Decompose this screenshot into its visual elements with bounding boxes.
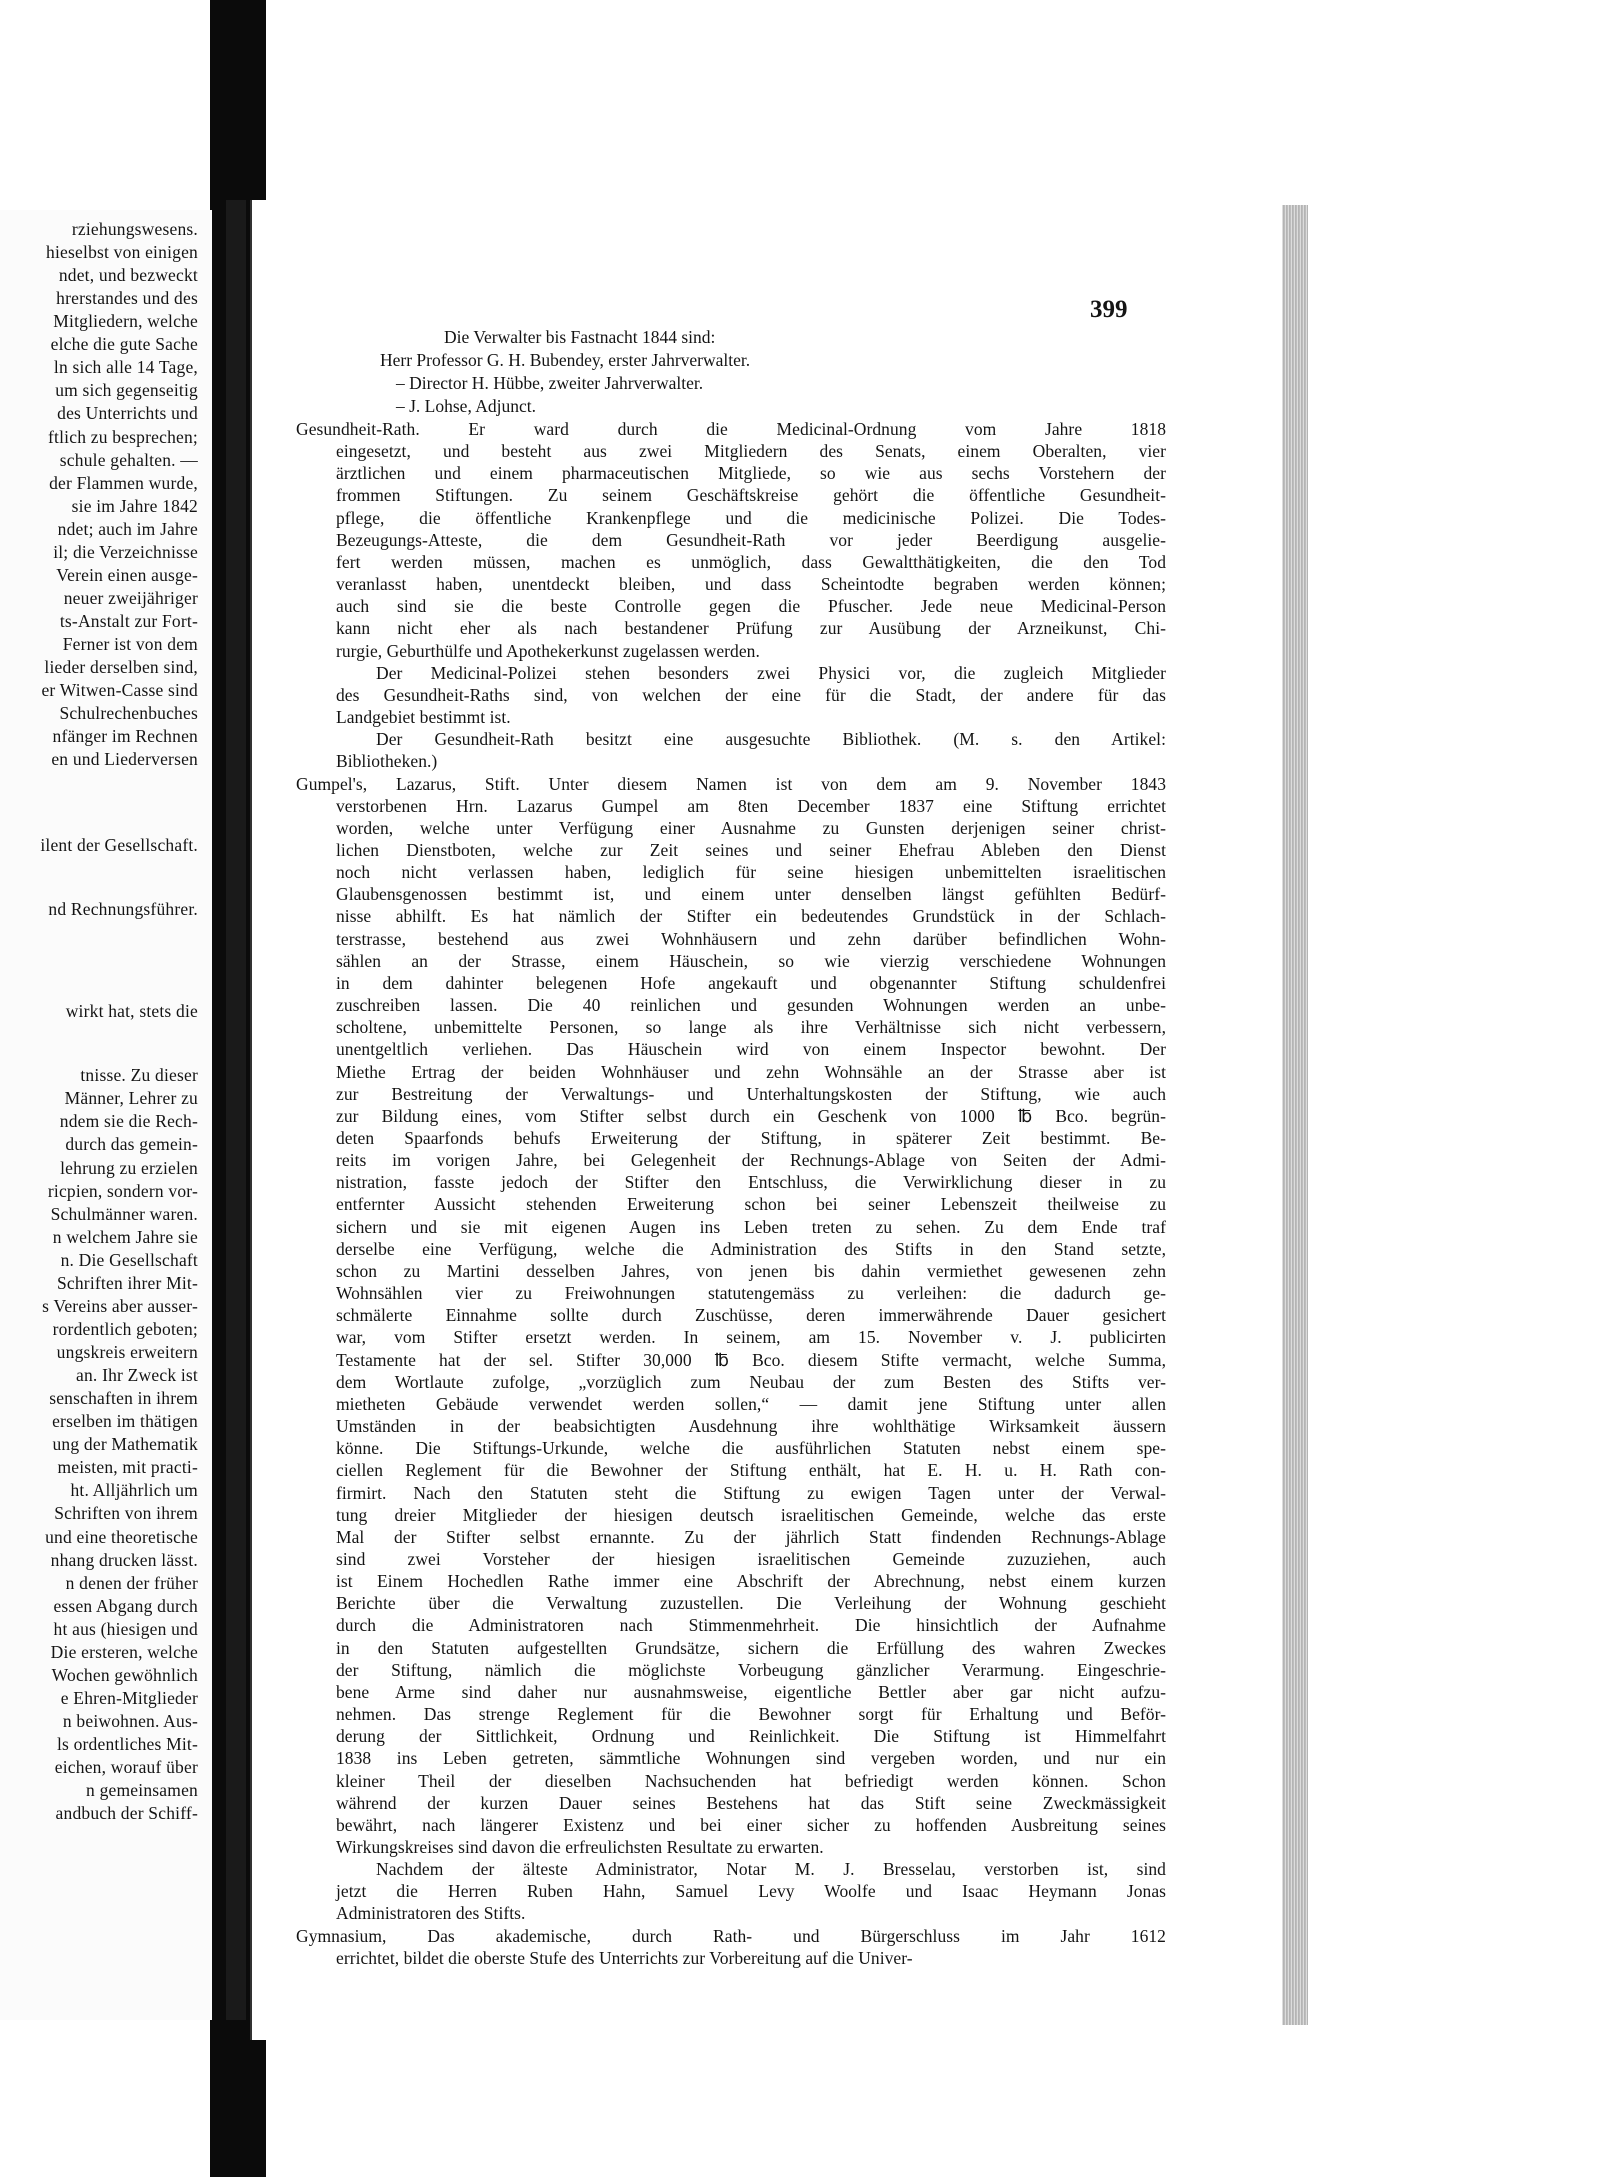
left-page-line: schule gehalten. — [59, 449, 198, 470]
text-line: sichern und sie mit eigenen Augen ins Leben treten zu sehen. Zu dem Ende traf [336, 1216, 1166, 1237]
text-line: bewährt, nach längerer Existenz und bei einer sicher zu hoffenden Ausbreitung seines [336, 1814, 1166, 1835]
text-line: Bezeugungs-Atteste, die dem Gesundheit-Rath vor jeder Beerdigung ausgelie- [336, 529, 1166, 550]
left-page-line: Schriften von ihrem [54, 1503, 198, 1524]
left-page-line: meisten, mit practi- [57, 1457, 198, 1478]
text-line: errichtet, bildet die oberste Stufe des Unterrichts zur Vorbereitung auf die Univer- [336, 1947, 913, 1968]
left-page-line: ilent der Gesellschaft. [40, 834, 198, 855]
text-line: derselbe eine Verfügung, welche die Administration des Stifts in den Stand setzte, [336, 1238, 1166, 1259]
text-line: scholtene, unbemittelte Personen, so lange als ihre Verhältnisse sich nicht verbessern, [336, 1017, 1166, 1038]
text-line: veranlasst haben, unentdeckt bleiben, und dass Scheintodte begraben werden können; [336, 574, 1166, 595]
left-page-line: Wochen gewöhnlich [51, 1664, 198, 1685]
left-page-line: hrerstandes und des [56, 288, 198, 309]
text-line: Testamente hat der sel. Stifter 30,000 ℔ Bco. diesem Stifte vermacht, welche Summa, [336, 1349, 1166, 1370]
left-page-line: ht aus (hiesigen und [53, 1618, 198, 1639]
text-line: Glaubensgenossen bestimmt ist, und einem unter denselben längst gefühlten Bedürf- [336, 884, 1166, 905]
left-page-line: er Witwen-Casse sind [41, 680, 198, 701]
left-page-line: n. Die Gesellschaft [60, 1249, 198, 1270]
left-page-line: neuer zweijähriger [63, 587, 198, 608]
header-line: Herr Professor G. H. Bubendey, erster Jahrverwalter. [380, 350, 751, 370]
text-line: schon zu Martini desselben Jahres, von jenen bis dahin vermiethet gewesenen zehn [336, 1260, 1166, 1281]
left-page-line: eichen, worauf über [54, 1757, 198, 1778]
text-line: mietheten Gebäude verwendet werden sollen,“ — damit jene Stiftung unter allen [336, 1393, 1166, 1414]
text-line: kann nicht eher als nach bestandener Prüfung zur Ausübung der Arzneikunst, Chi- [336, 618, 1166, 639]
text-line: während der kurzen Dauer seines Bestehens hat das Stift seine Zweckmässigkeit [336, 1792, 1166, 1813]
text-line: Miethe Ertrag der beiden Wohnhäuser und zehn Wohnsähle an der Strasse aber ist [336, 1061, 1166, 1082]
text-line: rurgie, Geburthülfe und Apothekerkunst zugelassen werden. [336, 640, 760, 661]
left-page-line: erselben im thätigen [52, 1411, 198, 1432]
text-line: Gumpel's, Lazarus, Stift. Unter diesem Namen ist von dem am 9. November 1843 [296, 773, 1166, 794]
left-page-line: lehrung zu erzielen [60, 1157, 198, 1178]
text-line: Administratoren des Stifts. [336, 1903, 526, 1924]
left-page-line: des Unterrichts und [57, 403, 198, 424]
text-line: sählen an der Strasse, einem Häuschein, so wie vierzig verschiedene Wohnungen [336, 950, 1166, 971]
text-line: firmirt. Nach den Statuten steht die Stiftung zu ewigen Tagen unter der Verwal- [336, 1482, 1166, 1503]
left-page-line: il; die Verzeichnisse [53, 541, 198, 562]
paragraph [296, 728, 1166, 772]
text-line: Gesundheit-Rath. Er ward durch die Medicinal-Ordnung vom Jahre 1818 [296, 419, 1166, 439]
text-line: zur Bildung eines, vom Stifter selbst durch ein Geschenk von 1000 ℔ Bco. begrün- [336, 1105, 1166, 1126]
left-page-fragment [0, 210, 212, 2020]
header-line: Die Verwalter bis Fastnacht 1844 sind: [444, 327, 716, 347]
left-page-line: n gemeinsamen [86, 1780, 198, 1801]
left-page-line: Die ersteren, welche [50, 1641, 198, 1662]
left-page-line: n beiwohnen. Aus- [62, 1710, 198, 1731]
text-line: verstorbenen Hrn. Lazarus Gumpel am 8ten December 1837 eine Stiftung errichtet [336, 795, 1166, 816]
text-line: schmälerte Einnahme sollte durch Zuschüsse, deren immerwährende Dauer gesichert [336, 1305, 1166, 1326]
left-page-line: ts-Anstalt zur Fort- [59, 611, 198, 632]
text-line: ist Einem Hochedlen Rathe immer eine Abschrift der Abrechnung, nebst einem kurzen [336, 1571, 1166, 1592]
paragraph [296, 1925, 1166, 1969]
page-number: 399 [1090, 296, 1128, 323]
left-page-line: wirkt hat, stets die [65, 1000, 198, 1021]
book-gutter [226, 200, 246, 2020]
left-page-line: Mitgliedern, welche [53, 311, 198, 332]
text-line: Bibliotheken.) [336, 751, 438, 772]
paragraph [296, 1858, 1166, 1924]
left-page-line: n denen der früher [65, 1572, 198, 1593]
left-page-line: ndet; auch im Jahre [57, 518, 198, 539]
left-page-line: s Vereins aber ausser- [42, 1295, 198, 1316]
left-page-line: um sich gegenseitig [55, 380, 198, 401]
left-page-line: e Ehren-Mitglieder [60, 1687, 198, 1708]
left-page-line: ht. Alljährlich um [70, 1480, 198, 1501]
text-line: Der Medicinal-Polizei stehen besonders zwei Physici vor, die zugleich Mitglieder [376, 662, 1166, 683]
text-line: Gymnasium, Das akademische, durch Rath- und Bürgerschluss im Jahr 1612 [296, 1925, 1166, 1946]
text-line: nehmen. Das strenge Reglement für die Bewohner sorgt für Erhaltung und Beför- [336, 1704, 1166, 1725]
left-page-line: ndem sie die Rech- [59, 1111, 198, 1132]
text-line: der Stiftung, nämlich die möglichste Vorbeugung gänzlicher Verarmung. Eingeschrie- [336, 1659, 1166, 1680]
left-page-line: an. Ihr Zweck ist [76, 1365, 198, 1386]
left-page-line: Verein einen ausge- [56, 564, 198, 585]
text-line: terstrasse, bestehend aus zwei Wohnhäusern und zehn darüber befindlichen Wohn- [336, 928, 1166, 949]
text-line: Mal der Stifter selbst ernannte. Zu der jährlich Statt findenden Rechnungs-Ablage [336, 1526, 1166, 1547]
article-body [296, 418, 1166, 1969]
left-page-line: rziehungswesens. [71, 219, 198, 239]
text-line: zuschreiben lassen. Die 40 reinlichen und gesunden Wohnungen werden an unbe- [336, 995, 1166, 1016]
text-line: entfernter Aussicht stehenden Erweiterung schon bei seiner Lebenszeit theilweise zu [336, 1194, 1166, 1215]
left-page-line: durch das gemein- [65, 1134, 198, 1155]
left-page-line: andbuch der Schiff- [55, 1803, 198, 1824]
text-line: Berichte über die Verwaltung zuzustellen. Die Verleihung der Wohnung geschieht [336, 1593, 1166, 1614]
text-line: deten Spaarfonds behufs Erweiterung der Stiftung, in späterer Zeit bestimmt. Be- [336, 1128, 1166, 1148]
text-line: Der Gesundheit-Rath besitzt eine ausgesuchte Bibliothek. (M. s. den Artikel: [376, 729, 1166, 750]
text-line: dem Wortlaute zufolge, „vorzüglich zum Neubau der zum Besten des Stifts ver- [336, 1371, 1166, 1392]
left-page-line: und eine theoretische [45, 1526, 198, 1547]
left-page-line: der Flammen wurde, [49, 472, 198, 493]
left-page-line: tnisse. Zu dieser [80, 1065, 198, 1086]
left-page-line: Männer, Lehrer zu [64, 1088, 198, 1109]
text-line: ciellen Reglement für die Bewohner der Stiftung enthält, hat E. H. u. H. Rath con- [336, 1460, 1166, 1481]
left-page-line: ungskreis erweitern [56, 1342, 198, 1363]
left-page-line: n welchem Jahre sie [52, 1226, 198, 1247]
text-line: Wirkungskreises sind davon die erfreulichsten Resultate zu erwarten. [336, 1837, 824, 1857]
paragraph [296, 662, 1166, 728]
left-page-line: ls ordentliches Mit- [56, 1734, 198, 1755]
left-page-line: sie im Jahre 1842 [71, 495, 198, 516]
text-line: pflege, die öffentliche Krankenpflege und die medicinische Polizei. Die Todes- [336, 507, 1166, 528]
text-line: bene Arme sind daher nur ausnahmsweise, eigentliche Bettler aber gar nicht aufzu- [336, 1681, 1166, 1702]
left-page-line: nhang drucken lässt. [50, 1549, 198, 1570]
text-line: eingesetzt, und besteht aus zwei Mitgliedern des Senats, einem Oberalten, vier [336, 441, 1166, 462]
text-line: Umständen in der beabsichtigten Ausdehnung ihre wohlthätige Wirksamkeit äussern [336, 1416, 1166, 1437]
left-page-line: senschaften in ihrem [49, 1388, 198, 1409]
left-page-line: ricpien, sondern vor- [47, 1180, 198, 1201]
left-page-line: Schriften ihrer Mit- [56, 1272, 198, 1293]
text-line: ärztlichen und einem pharmaceutischen Mitgliede, so wie aus sechs Vorstehern der [336, 463, 1166, 484]
text-line: durch die Administratoren nach Stimmenmehrheit. Die hinsichtlich der Aufnahme [336, 1615, 1166, 1636]
text-line: lichen Dienstboten, welche zur Zeit seines und seiner Ehefrau Ableben den Dienst [336, 839, 1166, 860]
text-line: war, vom Stifter ersetzt werden. In seinem, am 15. November v. J. publicirten [336, 1327, 1166, 1348]
header-line: – Director H. Hübbe, zweiter Jahrverwalter. [396, 373, 704, 393]
paragraph [296, 418, 1166, 662]
left-page-line: lieder derselben sind, [44, 657, 198, 678]
left-page-line: elche die gute Sache [50, 334, 198, 355]
text-line: nisse abhilft. Es hat nämlich der Stifter ein bedeutendes Grundstück in der Schlach- [336, 906, 1166, 927]
header-line: – J. Lohse, Adjunct. [396, 396, 536, 416]
left-page-line: ftlich zu besprechen; [48, 426, 198, 447]
text-line: Landgebiet bestimmt ist. [336, 707, 511, 728]
text-line: worden, welche unter Verfügung einer Ausnahme zu Gunsten derjenigen seiner christ- [336, 817, 1166, 838]
left-page-line: en und Liederversen [51, 749, 198, 770]
administrators-header [380, 326, 750, 418]
text-line: Nachdem der älteste Administrator, Notar M. J. Bresselau, verstorben ist, sind [376, 1859, 1166, 1880]
left-page-line: ung der Mathematik [52, 1434, 198, 1455]
paragraph [296, 773, 1166, 1859]
text-line: noch nicht verlassen haben, lediglich für seine hiesigen unbemittelten israelitischen [336, 862, 1166, 883]
text-line: auch sind sie die beste Controlle gegen die Pfuscher. Jede neue Medicinal-Person [336, 596, 1166, 617]
text-line: Wohnsählen vier zu Freiwohnungen statutengemäss zu verleihen: die dadurch ge- [336, 1283, 1166, 1304]
text-line: frommen Stiftungen. Zu seinem Geschäftskreise gehört die öffentliche Gesundheit- [336, 485, 1166, 506]
left-page-line: Schulrechenbuches [59, 703, 198, 724]
left-page-line: hieselbst von einigen [46, 242, 198, 263]
left-page-line: essen Abgang durch [53, 1595, 198, 1616]
text-line: in dem dahinter belegenen Hofe angekauft und obgenannter Stiftung schuldenfrei [336, 972, 1166, 993]
text-line: derung der Sittlichkeit, Ordnung und Reinlichkeit. Die Stiftung ist Himmelfahrt [336, 1726, 1166, 1747]
text-line: 1838 ins Leben getreten, sämmtliche Wohnungen sind vergeben worden, und nur ein [336, 1748, 1166, 1769]
left-page-line: rordentlich geboten; [52, 1318, 198, 1339]
text-line: zur Bestreitung der Verwaltungs- und Unterhaltungskosten der Stiftung, wie auch [336, 1083, 1166, 1104]
text-line: fert werden müssen, machen es unmöglich, dass Gewaltthätigkeiten, die den Tod [336, 551, 1166, 572]
text-line: des Gesundheit-Raths sind, von welchen der eine für die Stadt, der andere für das [336, 684, 1166, 705]
text-line: reits im vorigen Jahre, bei Gelegenheit der Rechnungs-Ablage von Seiten der Admi- [336, 1150, 1166, 1171]
text-line: in den Statuten aufgestellten Grundsätze, sichern die Erfüllung des wahren Zweckes [336, 1637, 1166, 1658]
text-line: tung dreier Mitglieder der hiesigen deutsch israelitischen Gemeinde, welche das erste [336, 1504, 1166, 1525]
left-page-line: ln sich alle 14 Tage, [53, 357, 198, 378]
left-page-line: nd Rechnungsführer. [48, 899, 198, 920]
text-line: jetzt die Herren Ruben Hahn, Samuel Levy Woolfe und Isaac Heymann Jonas [336, 1881, 1166, 1902]
page-edges [1282, 205, 1308, 2025]
left-page-line: ndet, und bezweckt [58, 265, 198, 286]
left-page-line: Schulmänner waren. [50, 1203, 198, 1224]
text-line: könne. Die Stiftungs-Urkunde, welche die ausführlichen Statuten nebst einem spe- [336, 1438, 1166, 1459]
text-line: kleiner Theil der dieselben Nachsuchenden hat befriedigt werden können. Schon [336, 1770, 1166, 1791]
text-line: unentgeltlich verliehen. Das Häuschein wird von einem Inspector bewohnt. Der [336, 1039, 1166, 1060]
left-page-line: Ferner ist von dem [62, 634, 198, 655]
text-line: nistration, fasste jedoch der Stifter den Entschluss, die Verwirklichung dieser in zu [336, 1172, 1166, 1193]
text-line: sind zwei Vorsteher der hiesigen israelitischen Gemeinde zuzuziehen, auch [336, 1548, 1166, 1569]
left-page-line: nfänger im Rechnen [52, 726, 198, 747]
